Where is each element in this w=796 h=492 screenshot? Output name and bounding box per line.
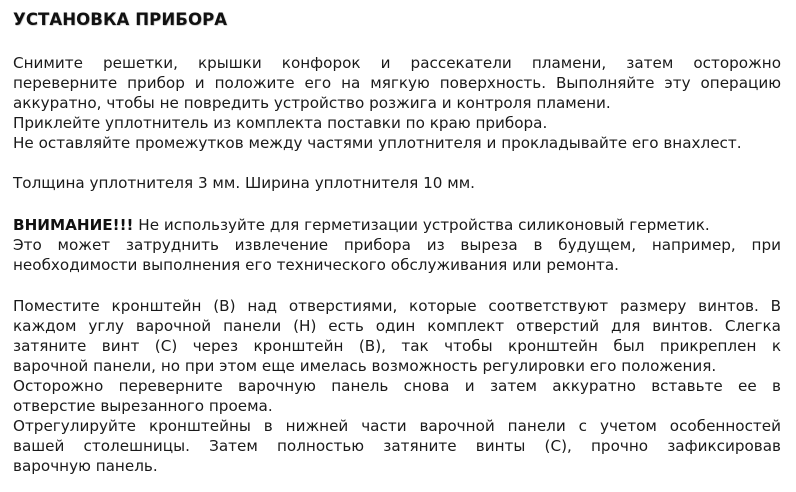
- section-title: УСТАНОВКА ПРИБОРА: [13, 10, 228, 29]
- paragraph-1-line-5: Не оставляйте промежутков между частями уплотнителя и прокладывайте его внахлест.: [13, 134, 742, 152]
- warning-line-2: Это может затруднить извлечение прибора из выреза в будущем, например, при: [13, 236, 781, 254]
- warning-text: Не используйте для герметизации устройства силиконовый герметик.: [133, 216, 710, 234]
- warning-label: ВНИМАНИЕ!!!: [13, 216, 134, 234]
- warning-line-1: [13, 215, 781, 235]
- paragraph-1-line-2: переверните прибор и положите его на мягкую поверхность. Выполняйте эту операцию: [13, 74, 781, 92]
- mounting-line-5: Осторожно переверните варочную панель снова и затем аккуратно вставьте ее в: [13, 377, 781, 395]
- paragraph-1-line-1: Снимите решетки, крышки конфорок и рассекатели пламени, затем осторожно: [13, 54, 781, 72]
- warning-line-3: необходимости выполнения его технического обслуживания или ремонта.: [13, 256, 619, 274]
- mounting-line-2: каждом углу варочной панели (H) есть один комплект отверстий для винтов. Слегка: [13, 317, 781, 335]
- mounting-line-4: варочной панели, но при этом еще имелась возможность регулировки его положения.: [13, 357, 717, 375]
- mounting-line-9: варочную панель.: [13, 457, 158, 475]
- paragraph-1-line-3: аккуратно, чтобы не повредить устройство розжига и контроля пламени.: [13, 94, 611, 112]
- seal-dimensions-text: Толщина уплотнителя 3 мм. Ширина уплотнителя 10 мм.: [13, 174, 476, 192]
- mounting-line-6: отверстие вырезанного проема.: [13, 397, 273, 415]
- mounting-line-1: Поместите кронштейн (B) над отверстиями, которые соответствуют размеру винтов. В: [13, 297, 781, 315]
- paragraph-1-line-4: Приклейте уплотнитель из комплекта поставки по краю прибора.: [13, 114, 548, 132]
- mounting-line-3: затяните винт (C) через кронштейн (B), так чтобы кронштейн был прикреплен к: [13, 337, 781, 355]
- mounting-line-8: вашей столешницы. Затем полностью затяните винты (C), прочно зафиксировав: [13, 437, 781, 455]
- mounting-line-7: Отрегулируйте кронштейны в нижней части варочной панели с учетом особенностей: [13, 417, 781, 435]
